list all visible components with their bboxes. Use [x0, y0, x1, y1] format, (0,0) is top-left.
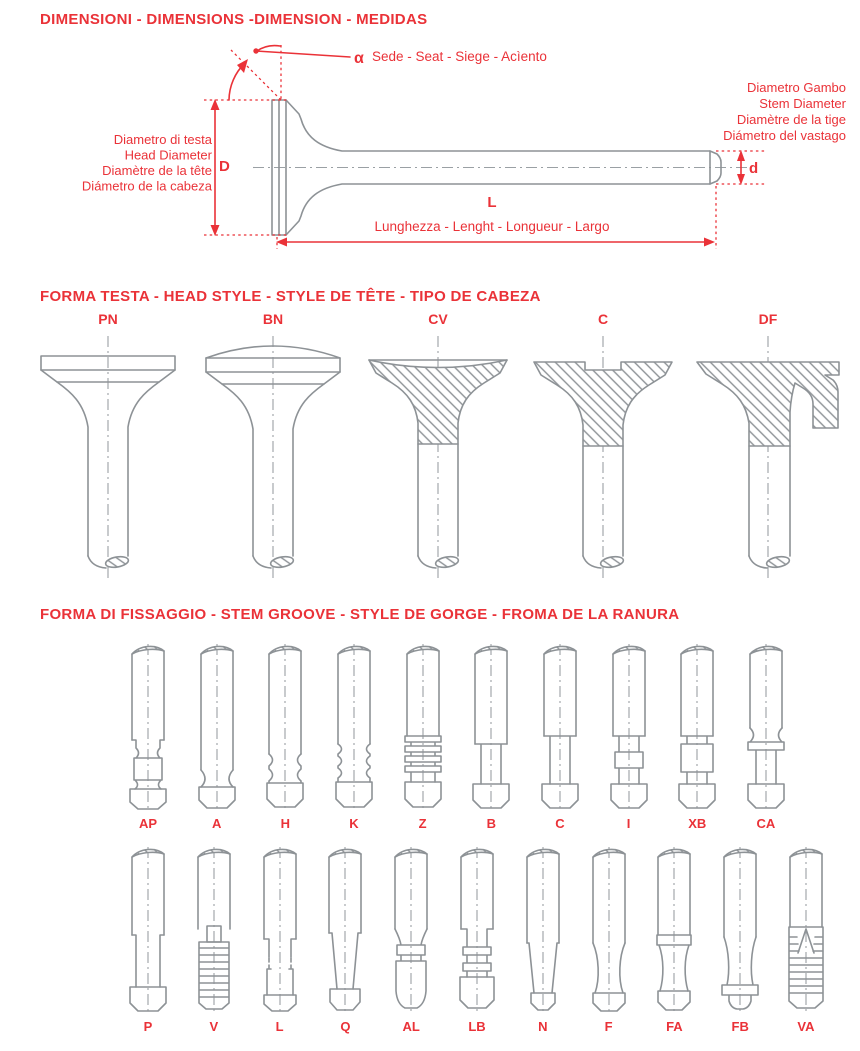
head-cv-drawing [363, 330, 513, 588]
stem-i-drawing [606, 642, 652, 812]
stem-fb-drawing [717, 845, 763, 1015]
stem-al-drawing [388, 845, 434, 1015]
stem-a-drawing [194, 642, 240, 812]
seat-label: Sede - Seat - Siege - Acìento [372, 49, 547, 64]
stem-figure-fb [717, 845, 763, 1035]
head-style-label: DF [758, 311, 778, 327]
stem-groove-label: Q [340, 1019, 351, 1034]
stem-groove-label: LB [468, 1019, 486, 1034]
head-pn-drawing [33, 330, 183, 588]
stem-figure-fa [651, 845, 697, 1035]
stem-groove-row-1 [125, 642, 789, 832]
stem-groove-row-2 [125, 845, 829, 1035]
dimensions-title: DIMENSIONI - DIMENSIONS -DIMENSION - MEDIDAS [40, 11, 428, 28]
stem-b-drawing [468, 642, 514, 812]
head-style-label: C [597, 311, 609, 327]
stem-groove-label: P [143, 1019, 153, 1034]
stem-figure-b [468, 642, 514, 832]
stem-figure-ca [743, 642, 789, 832]
length-label: Lunghezza - Lenght - Longueur - Largo [374, 219, 610, 234]
stem-figure-xb [674, 642, 720, 832]
stem-figure-i [606, 642, 652, 832]
stem-c-drawing [537, 642, 583, 812]
length-symbol: L [487, 194, 497, 211]
stem-groove-label: XB [688, 816, 707, 831]
stem-z-drawing [400, 642, 446, 812]
head-bn-drawing [198, 330, 348, 588]
stem-q-drawing [322, 845, 368, 1015]
head-c-drawing [528, 330, 678, 588]
stem-groove-label: Z [418, 816, 427, 831]
stem-groove-label: CA [756, 816, 776, 831]
stem-xb-drawing [674, 642, 720, 812]
head-style-label: BN [262, 311, 284, 327]
stem-l-drawing [257, 845, 303, 1015]
stem-figure-c [537, 642, 583, 832]
head-style-label: CV [428, 311, 448, 327]
stem-groove-label: VA [797, 1019, 815, 1034]
stem-n-drawing [520, 845, 566, 1015]
stem-figure-l [257, 845, 303, 1035]
stem-h-drawing [262, 642, 308, 812]
head-diameter-symbol: D [219, 158, 230, 175]
head-diameter-label-fr: Diamètre de la tête [102, 163, 212, 178]
stem-figure-lb [454, 845, 500, 1035]
stem-ca-drawing [743, 642, 789, 812]
stem-groove-label: A [211, 816, 222, 831]
stem-figure-va [783, 845, 829, 1035]
stem-figure-k [331, 642, 377, 832]
valve-dimension-drawing [0, 30, 860, 280]
stem-groove-label: FB [731, 1019, 749, 1034]
head-diameter-label-en: Head Diameter [124, 147, 212, 163]
stem-groove-title: FORMA DI FISSAGGIO - STEM GROOVE - STYLE DE GORGE - FROMA DE LA RANURA [40, 606, 680, 623]
head-style-figure-pn [33, 310, 183, 588]
stem-figure-ap [125, 642, 171, 832]
stem-va-drawing [783, 845, 829, 1015]
stem-figure-v [191, 845, 237, 1035]
stem-figure-q [322, 845, 368, 1035]
stem-groove-label: V [209, 1019, 219, 1034]
stem-groove-label: AL [402, 1019, 420, 1034]
head-diameter-label-es: Diámetro de la cabeza [81, 178, 212, 194]
stem-diameter-label-fr: Diamètre de la tige [736, 112, 846, 127]
stem-diameter-label-es: Diámetro del vastago [723, 128, 846, 143]
stem-v-drawing [191, 845, 237, 1015]
head-style-figure-c [528, 310, 678, 588]
head-style-figure-bn [198, 310, 348, 588]
head-df-drawing [693, 330, 843, 588]
stem-groove-label: F [604, 1019, 613, 1034]
stem-lb-drawing [454, 845, 500, 1015]
stem-diameter-label-it: Diametro Gambo [747, 80, 846, 95]
stem-diameter-symbol: d [749, 160, 759, 177]
stem-groove-label: FA [666, 1019, 683, 1034]
head-diameter-label-it: Diametro di testa [113, 132, 212, 147]
stem-ap-drawing [125, 642, 171, 812]
head-style-figure-cv [363, 310, 513, 588]
stem-figure-p [125, 845, 171, 1035]
stem-groove-label: AP [138, 816, 158, 831]
stem-figure-h [262, 642, 308, 832]
stem-diameter-label-en: Stem Diameter [759, 96, 846, 111]
stem-figure-a [194, 642, 240, 832]
stem-f-drawing [586, 845, 632, 1015]
stem-groove-label: B [486, 816, 496, 831]
stem-figure-n [520, 845, 566, 1035]
stem-figure-f [586, 845, 632, 1035]
stem-groove-label: K [349, 816, 359, 831]
stem-figure-al [388, 845, 434, 1035]
stem-p-drawing [125, 845, 171, 1015]
head-style-row [33, 310, 843, 588]
stem-groove-label: C [555, 816, 565, 831]
head-style-title: FORMA TESTA - HEAD STYLE - STYLE DE TÊTE - TIPO DE CABEZA [40, 288, 541, 305]
stem-k-drawing [331, 642, 377, 812]
head-style-label: PN [98, 311, 118, 327]
stem-groove-label: H [280, 816, 290, 831]
stem-figure-z [400, 642, 446, 832]
stem-groove-label: L [275, 1019, 284, 1034]
head-style-figure-df [693, 310, 843, 588]
stem-groove-label: N [538, 1019, 548, 1034]
alpha-symbol: α [354, 50, 364, 67]
stem-fa-drawing [651, 845, 697, 1015]
stem-groove-label: I [626, 816, 631, 831]
